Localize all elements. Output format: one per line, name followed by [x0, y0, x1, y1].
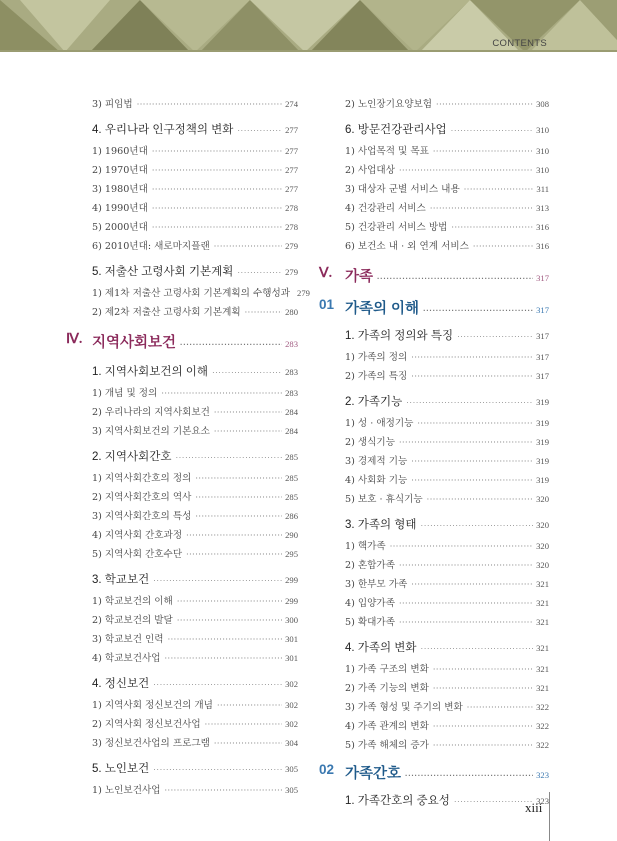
- toc-title: 4. 우리나라 인구정책의 변화: [92, 124, 234, 136]
- toc-page-number: 285: [285, 473, 298, 483]
- dot-leader: [195, 474, 282, 483]
- toc-chapter[interactable]: [319, 265, 549, 291]
- chapter-number: Ⅳ.: [66, 332, 83, 347]
- toc-page-number: 302: [285, 700, 298, 710]
- toc-page-number: 295: [285, 549, 298, 559]
- toc-page-number: 285: [285, 452, 298, 462]
- chapter-number: 01: [319, 297, 335, 312]
- toc-page-number: 322: [536, 702, 549, 712]
- dot-leader: [467, 703, 533, 712]
- toc-title: 4) 사회화 기능: [345, 475, 408, 486]
- toc-subentry[interactable]: [345, 491, 549, 510]
- toc-subentry[interactable]: [345, 200, 549, 219]
- toc-title: 3) 1980년대: [92, 184, 148, 195]
- toc-section[interactable]: [345, 639, 549, 661]
- toc-subentry[interactable]: [92, 238, 298, 257]
- dot-leader: [377, 274, 533, 283]
- toc-page-number: 310: [536, 125, 549, 135]
- toc-subentry[interactable]: [345, 219, 549, 238]
- toc-title: 1) 가족의 정의: [345, 352, 408, 363]
- toc-page-number: 322: [536, 740, 549, 750]
- toc-subentry[interactable]: [92, 735, 298, 754]
- toc-page-number: 284: [285, 426, 298, 436]
- toc-title: 1) 1960년대: [92, 146, 148, 157]
- toc-subentry[interactable]: [345, 162, 549, 181]
- toc-title: 1) 지역사회 정신보건의 개념: [92, 700, 213, 711]
- toc-title: 3) 지역사회간호의 특성: [92, 511, 192, 522]
- dot-leader: [153, 576, 282, 585]
- toc-subentry[interactable]: [92, 162, 298, 181]
- toc-title: 6. 방문건강관리사업: [345, 124, 447, 136]
- toc-page-number: 323: [536, 796, 549, 806]
- dot-leader: [212, 368, 282, 377]
- toc-title: 5. 저출산 고령사회 기본계획: [92, 266, 234, 278]
- toc-title: 2. 지역사회간호: [92, 451, 172, 463]
- toc-section[interactable]: [92, 263, 298, 285]
- toc-title: 2) 생식기능: [345, 437, 395, 448]
- toc-page-number: 310: [536, 146, 549, 156]
- dot-leader: [195, 493, 282, 502]
- dot-leader: [399, 166, 533, 175]
- toc-page-number: 319: [536, 437, 549, 447]
- toc-title: 1. 가족간호의 중요성: [345, 795, 450, 807]
- toc-title: 지역사회보건: [92, 335, 177, 351]
- toc-page-number: 278: [285, 222, 298, 232]
- toc-subentry[interactable]: [345, 434, 549, 453]
- toc-page-number: 321: [536, 617, 549, 627]
- dot-leader: [451, 126, 533, 135]
- toc-section[interactable]: [345, 516, 549, 538]
- toc-subentry[interactable]: [345, 368, 549, 387]
- dot-leader: [433, 147, 533, 156]
- dot-leader: [137, 100, 282, 109]
- toc-title: 5) 가족 해체의 증가: [345, 740, 429, 751]
- dot-leader: [161, 389, 282, 398]
- toc-subentry[interactable]: [345, 349, 549, 368]
- toc-page-number: 279: [285, 241, 298, 251]
- toc-title: 3) 학교보건 인력: [92, 634, 164, 645]
- toc-chapter[interactable]: [319, 297, 549, 321]
- toc-title: 4) 학교보건사업: [92, 653, 161, 664]
- dot-leader: [421, 644, 534, 653]
- toc-title: 2) 사업대상: [345, 165, 395, 176]
- toc-subentry[interactable]: [345, 576, 549, 595]
- toc-subentry[interactable]: [345, 595, 549, 614]
- toc-subentry[interactable]: [92, 489, 298, 508]
- dot-leader: [411, 580, 533, 589]
- toc-title: 4) 지역사회 간호과정: [92, 530, 183, 541]
- toc-subentry[interactable]: [92, 200, 298, 219]
- toc-title: 1) 성 · 애정기능: [345, 418, 414, 429]
- toc-title: 6) 보건소 내 · 외 연계 서비스: [345, 241, 469, 252]
- toc-title: 2) 지역사회 정신보건사업: [92, 719, 201, 730]
- page-number: xiii: [525, 800, 543, 815]
- toc-section[interactable]: [92, 675, 298, 697]
- toc-page-number: 321: [536, 579, 549, 589]
- toc-title: 2) 노인장기요양보험: [345, 99, 433, 110]
- toc-page-number: 280: [285, 307, 298, 317]
- toc-title: 4. 정신보건: [92, 678, 150, 690]
- toc-title: 2) 우리나라의 지역사회보건: [92, 407, 210, 418]
- toc-page-number: 283: [285, 367, 298, 377]
- toc-page-number: 286: [285, 511, 298, 521]
- toc-page-number: 320: [536, 494, 549, 504]
- toc-section[interactable]: [92, 448, 298, 470]
- dot-leader: [473, 242, 533, 251]
- dot-leader: [237, 126, 282, 135]
- toc-title: 1. 지역사회보건의 이해: [92, 366, 208, 378]
- toc-page-number: 285: [285, 492, 298, 502]
- dot-leader: [165, 654, 283, 663]
- toc-section[interactable]: [92, 121, 298, 143]
- toc-subentry[interactable]: [92, 508, 298, 527]
- toc-page-number: 320: [536, 560, 549, 570]
- dot-leader: [451, 223, 533, 232]
- toc-title: 3) 경제적 기능: [345, 456, 408, 467]
- dot-leader: [423, 306, 533, 315]
- toc-title: 1) 핵가족: [345, 541, 386, 552]
- toc-subentry[interactable]: [92, 181, 298, 200]
- toc-page-number: 274: [285, 99, 298, 109]
- toc-page-number: 299: [285, 575, 298, 585]
- toc-title: 4. 가족의 변화: [345, 642, 417, 654]
- toc-title: 3) 정신보건사업의 프로그램: [92, 738, 210, 749]
- dot-leader: [152, 166, 282, 175]
- toc-subentry[interactable]: [92, 697, 298, 716]
- toc-subentry[interactable]: [92, 423, 298, 442]
- toc-section[interactable]: [92, 363, 298, 385]
- toc-subentry[interactable]: [92, 612, 298, 631]
- toc-subentry[interactable]: [345, 614, 549, 633]
- toc-section[interactable]: [345, 121, 549, 143]
- dot-leader: [464, 185, 534, 194]
- toc-title: 2) 제2차 저출산 고령사회 기본계획: [92, 307, 241, 318]
- dot-leader: [433, 684, 533, 693]
- toc-page-number: 277: [285, 184, 298, 194]
- toc-subentry[interactable]: [345, 699, 549, 718]
- toc-subentry[interactable]: [92, 143, 298, 162]
- toc-page-number: 283: [285, 339, 298, 349]
- toc-subentry[interactable]: [345, 718, 549, 737]
- toc-section[interactable]: [345, 327, 549, 349]
- toc-title: 2. 가족기능: [345, 396, 403, 408]
- toc-title: 5) 확대가족: [345, 617, 395, 628]
- toc-title: 5) 보호 · 휴식기능: [345, 494, 423, 505]
- toc-title: 4) 건강관리 서비스: [345, 203, 426, 214]
- footer-divider: [549, 792, 550, 841]
- toc-page-number: 323: [536, 770, 549, 780]
- toc-subentry[interactable]: [345, 96, 549, 115]
- toc-subentry[interactable]: [92, 96, 298, 115]
- toc-page-number: 320: [536, 520, 549, 530]
- toc-page-number: 313: [536, 203, 549, 213]
- toc-page-number: 317: [536, 273, 549, 283]
- toc-title: 4) 입양가족: [345, 598, 395, 609]
- toc-title: 가족의 이해: [345, 301, 420, 317]
- toc-title: 5) 지역사회 간호수단: [92, 549, 183, 560]
- toc-page-number: 321: [536, 598, 549, 608]
- toc-page-number: 277: [285, 125, 298, 135]
- toc-subentry[interactable]: [92, 716, 298, 735]
- toc-subentry[interactable]: [345, 680, 549, 699]
- dot-leader: [411, 372, 533, 381]
- toc-title: 1) 사업목적 및 목표: [345, 146, 429, 157]
- toc-page-number: 319: [536, 418, 549, 428]
- dot-leader: [430, 204, 533, 213]
- dot-leader: [168, 635, 283, 644]
- dot-leader: [405, 771, 533, 780]
- dot-leader: [205, 720, 282, 729]
- toc-subentry[interactable]: [345, 737, 549, 756]
- toc-page-number: 283: [285, 388, 298, 398]
- toc-subentry[interactable]: [92, 782, 298, 801]
- toc-page-number: 277: [285, 165, 298, 175]
- dot-leader: [411, 353, 533, 362]
- toc-title: 1. 가족의 정의와 특징: [345, 330, 454, 342]
- toc-page-number: 317: [536, 331, 549, 341]
- toc-page-number: 302: [285, 679, 298, 689]
- toc-subentry[interactable]: [92, 650, 298, 669]
- toc-chapter[interactable]: [66, 331, 298, 357]
- toc-title: 3) 가족 형성 및 주기의 변화: [345, 702, 463, 713]
- toc-page-number: 321: [536, 664, 549, 674]
- toc-title: 가족간호: [345, 766, 402, 782]
- toc-page-number: 317: [536, 352, 549, 362]
- toc-title: 3) 한부모 가족: [345, 579, 408, 590]
- toc-subentry[interactable]: [92, 219, 298, 238]
- toc-subentry[interactable]: [345, 557, 549, 576]
- toc-subentry[interactable]: [345, 538, 549, 557]
- dot-leader: [186, 550, 282, 559]
- chapter-number: Ⅴ.: [319, 266, 333, 281]
- toc-subentry[interactable]: [92, 285, 310, 304]
- toc-subentry[interactable]: [92, 631, 298, 650]
- dot-leader: [406, 398, 533, 407]
- toc-page-number: 279: [285, 267, 298, 277]
- toc-title: 3) 지역사회보건의 기본요소: [92, 426, 210, 437]
- toc-chapter[interactable]: [319, 762, 549, 786]
- dot-leader: [177, 616, 282, 625]
- dot-leader: [390, 542, 533, 551]
- dot-leader: [399, 438, 533, 447]
- toc-page-number: 300: [285, 615, 298, 625]
- dot-leader: [399, 599, 533, 608]
- toc-subentry[interactable]: [345, 238, 549, 257]
- toc-title: 가족: [345, 269, 374, 285]
- toc-page-number: 316: [536, 241, 549, 251]
- dot-leader: [433, 741, 533, 750]
- toc-title: 1) 노인보건사업: [92, 785, 161, 796]
- toc-left-column: [66, 96, 310, 801]
- toc-title: 5) 건강관리 서비스 방법: [345, 222, 448, 233]
- dot-leader: [399, 618, 533, 627]
- toc-subentry[interactable]: [92, 470, 298, 489]
- dot-leader: [153, 765, 282, 774]
- toc-page-number: 279: [297, 288, 310, 298]
- dot-leader: [214, 427, 282, 436]
- toc-title: 4) 가족 관계의 변화: [345, 721, 429, 732]
- dot-leader: [214, 242, 282, 251]
- dot-leader: [217, 701, 282, 710]
- toc-page-number: 290: [285, 530, 298, 540]
- toc-subentry[interactable]: [92, 593, 298, 612]
- toc-page-number: 319: [536, 475, 549, 485]
- toc-page-number: 321: [536, 683, 549, 693]
- toc-page-number: 299: [285, 596, 298, 606]
- toc-subentry[interactable]: [92, 546, 298, 565]
- toc-page-number: 302: [285, 719, 298, 729]
- toc-title: 3) 대상자 군별 서비스 내용: [345, 184, 460, 195]
- dot-leader: [433, 722, 533, 731]
- toc-title: 3. 학교보건: [92, 574, 150, 586]
- dot-leader: [177, 597, 282, 606]
- dot-leader: [214, 739, 282, 748]
- dot-leader: [457, 332, 533, 341]
- toc-subentry[interactable]: [92, 304, 298, 323]
- toc-subentry[interactable]: [92, 527, 298, 546]
- dot-leader: [165, 786, 283, 795]
- dot-leader: [417, 419, 533, 428]
- toc-page-number: 301: [285, 634, 298, 644]
- toc-subentry[interactable]: [345, 143, 549, 162]
- dot-leader: [245, 308, 282, 317]
- dot-leader: [195, 512, 282, 521]
- toc-page-number: 277: [285, 146, 298, 156]
- toc-section[interactable]: [345, 792, 549, 814]
- toc-subentry[interactable]: [345, 181, 549, 200]
- toc-section[interactable]: [92, 760, 298, 782]
- dot-leader: [186, 531, 282, 540]
- toc-title: 2) 1970년대: [92, 165, 148, 176]
- toc-title: 2) 혼합가족: [345, 560, 395, 571]
- toc-title: 1) 개념 및 정의: [92, 388, 158, 399]
- toc-title: 3. 가족의 형태: [345, 519, 417, 531]
- toc-subentry[interactable]: [345, 661, 549, 680]
- toc-right-column: [319, 96, 549, 814]
- toc-title: 1) 가족 구조의 변화: [345, 664, 429, 675]
- dot-leader: [427, 495, 533, 504]
- toc-title: 4) 1990년대: [92, 203, 148, 214]
- toc-title: 6) 2010년대: 새로마지플랜: [92, 241, 210, 252]
- dot-leader: [152, 204, 282, 213]
- toc-page-number: 284: [285, 407, 298, 417]
- toc-page-number: 301: [285, 653, 298, 663]
- toc-section[interactable]: [345, 393, 549, 415]
- toc-page-number: 321: [536, 643, 549, 653]
- dot-leader: [152, 223, 282, 232]
- dot-leader: [436, 100, 533, 109]
- toc-title: 2) 가족 기능의 변화: [345, 683, 429, 694]
- dot-leader: [421, 521, 534, 530]
- toc-subentry[interactable]: [345, 415, 549, 434]
- toc-title: 1) 제1차 저출산 고령사회 기본계획의 수행성과: [92, 288, 291, 299]
- dot-leader: [152, 185, 282, 194]
- dot-leader: [152, 147, 282, 156]
- toc-section[interactable]: [92, 571, 298, 593]
- toc-page-number: 317: [536, 371, 549, 381]
- toc-title: 1) 학교보건의 이해: [92, 596, 173, 607]
- toc-page-number: 317: [536, 305, 549, 315]
- toc-page-number: 322: [536, 721, 549, 731]
- toc-page-number: 319: [536, 456, 549, 466]
- toc-page-number: 278: [285, 203, 298, 213]
- dot-leader: [214, 408, 282, 417]
- toc-page-number: 305: [285, 785, 298, 795]
- chapter-number: 02: [319, 762, 335, 777]
- dot-leader: [411, 476, 533, 485]
- toc-page-number: 316: [536, 222, 549, 232]
- toc-subentry[interactable]: [92, 404, 298, 423]
- toc-title: 2) 지역사회간호의 역사: [92, 492, 192, 503]
- toc-page-number: 311: [536, 184, 549, 194]
- toc-page-number: 310: [536, 165, 549, 175]
- dot-leader: [153, 680, 282, 689]
- dot-leader: [411, 457, 533, 466]
- toc-title: 1) 지역사회간호의 정의: [92, 473, 192, 484]
- toc-subentry[interactable]: [345, 453, 549, 472]
- toc-page-number: 308: [536, 99, 549, 109]
- toc-subentry[interactable]: [92, 385, 298, 404]
- dot-leader: [237, 268, 282, 277]
- toc-title: 2) 학교보건의 발달: [92, 615, 173, 626]
- dot-leader: [175, 453, 282, 462]
- toc-subentry[interactable]: [345, 472, 549, 491]
- toc-page-number: 305: [285, 764, 298, 774]
- dot-leader: [399, 561, 533, 570]
- toc-page-number: 320: [536, 541, 549, 551]
- toc-title: 5. 노인보건: [92, 763, 150, 775]
- toc-title: 2) 가족의 특징: [345, 371, 408, 382]
- toc-page-number: 319: [536, 397, 549, 407]
- dot-leader: [180, 340, 282, 349]
- dot-leader: [454, 797, 533, 806]
- contents-label: CONTENTS: [492, 38, 547, 49]
- toc-title: 5) 2000년대: [92, 222, 148, 233]
- toc-title: 3) 피임법: [92, 99, 133, 110]
- toc-page-number: 304: [285, 738, 298, 748]
- dot-leader: [433, 665, 533, 674]
